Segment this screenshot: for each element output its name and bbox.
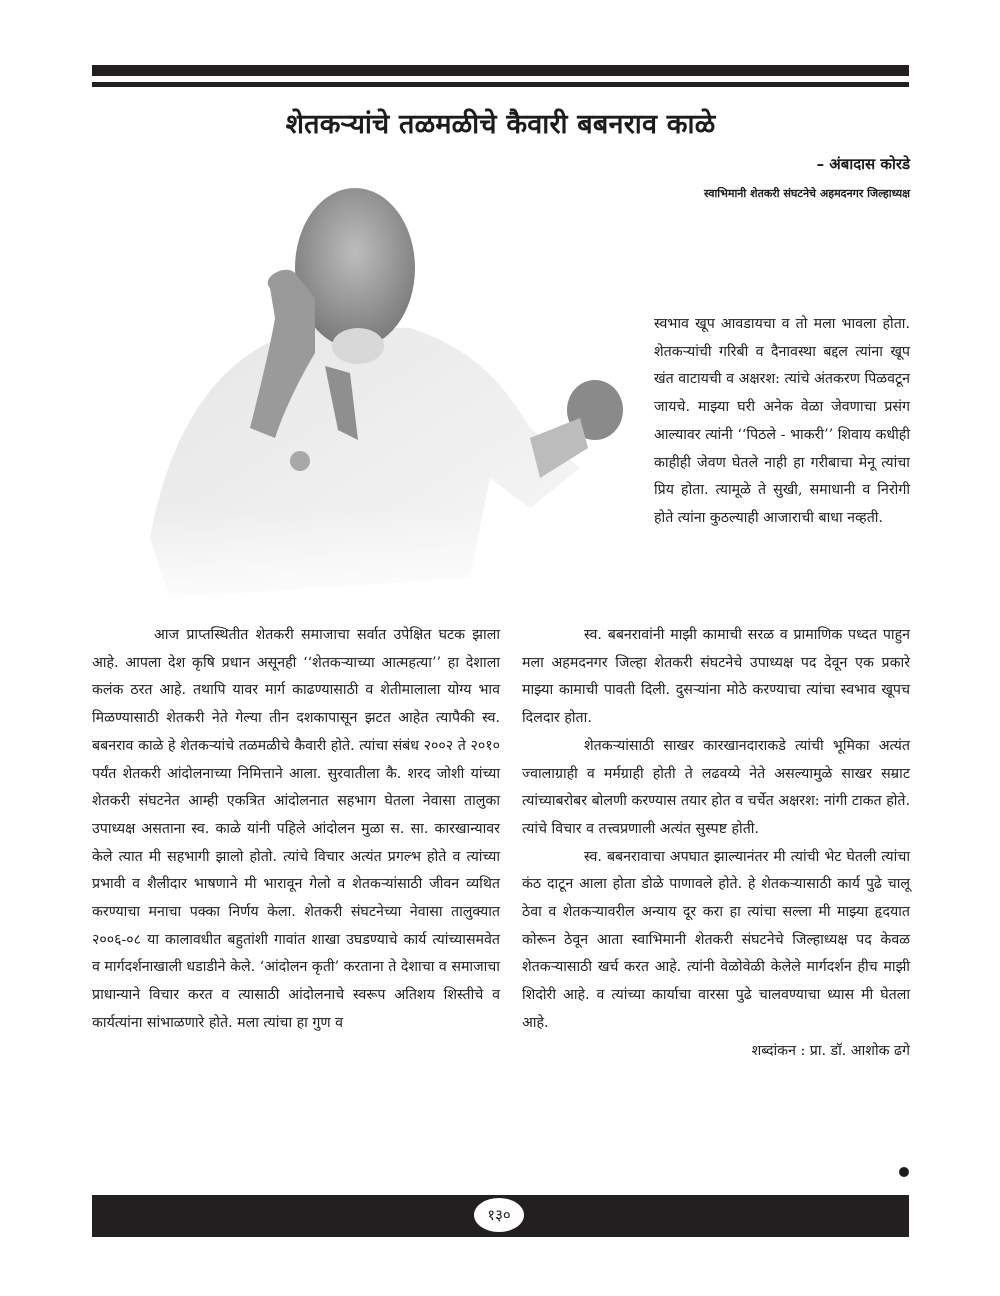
- portrait-photo: [110, 178, 650, 618]
- article-title: शेतकऱ्यांचे तळमळीचे कैवारी बबनराव काळे: [285, 109, 716, 140]
- left-column: [92, 622, 500, 1038]
- author-designation: स्वाभिमानी शेतकरी संघटनेचे अहमदनगर जिल्हाध्यक्ष: [704, 187, 910, 200]
- paragraph: स्व. बबनरावाचा अपघात झाल्यानंतर मी त्यांची भेट घेतली त्यांचा कंठ दाटून आला होता डोळे पाणावले होते. हे शेतकऱ्यासाठी कार्य पुढे चालू ठेवा व शेतकऱ्यावरील अन्याय दूर करा हा त्यांचा सल्ला मी माझ्या हृदयात कोरून ठेवून आता स्वाभिमानी शेतकरी संघटनेचे जिल्हाध्यक्ष पद केवळ शेतकऱ्यासाठी खर्च करत आहे. त्यांनी वेळोवेळी केलेले मार्गदर्शन हीच माझी शिदोरी आहे. व त्यांच्या कार्याचा वारसा पुढे चालवण्याचा ध्यास मी घेतला आहे.: [522, 848, 910, 1031]
- header-rule-thin: [92, 82, 909, 87]
- paragraph: आज प्राप्तस्थितीत शेतकरी समाजाचा सर्वात उपेक्षित घटक झाला आहे. आपला देश कृषि प्रधान असूनही ‘‘शेतकऱ्याच्या आत्महत्या’’ हा देशाला कलंक ठरत आहे. तथापि यावर मार्ग काढण्यासाठी व शेतीमालाला योग्य भाव मिळण्यासाठी शेतकरी नेते गेल्या तीन दशकापासून झटत आहेत त्यापैकी स्व. बबनराव काळे हे शेतकऱ्यांचे तळमळीचे कैवारी होते. त्यांचा संबंध २००२ ते २०१० पर्यंत शेतकरी आंदोलनाच्या निमित्ताने आला. सुरवातीला कै. शरद जोशी यांच्या शेतकरी संघटनेत आम्ही एकत्रित आंदोलनात सहभाग घेतला नेवासा तालुका उपाध्यक्ष असताना स्व. काळे यांनी पहिले आंदोलन मुळा स. सा. कारखान्यावर केले त्यात मी सहभागी झालो होतो. त्यांचे विचार अत्यंत प्रगल्भ होते व त्यांच्या प्रभावी व शैलीदार भाषणाने मी भारावून गेलो व शेतकऱ्यांसाठी जीवन व्यथित करण्याचा मनाचा पक्का निर्णय केला. शेतकरी संघटनेच्या नेवासा तालुक्यात २००६-०८ या कालावधीत बहुतांशी गावांत शाखा उघडण्याचे कार्य त्यांच्यासमवेत व मार्गदर्शनाखाली धडाडीने केले. ‘आंदोलन कृती’ करताना ते देशाचा व समाजाचा प्राधान्याने विचार करत व त्यासाठी आंदोलनाचे स्वरूप अतिशय शिस्तीचे व कार्यत्यांना सांभाळणारे होते. मला त्यांचा हा गुण व: [92, 627, 500, 1031]
- right-top-column: [654, 311, 910, 533]
- page-number: १३०: [474, 1198, 524, 1232]
- transcription-credit: शब्दांकन : प्रा. डॉ. आशोक ढगे: [751, 1042, 910, 1059]
- author-name: – अंबादास कोरडे: [816, 155, 910, 173]
- end-bullet-icon: [899, 1167, 909, 1177]
- paragraph: स्वभाव खूप आवडायचा व तो मला भावला होता. शेतकऱ्यांची गरिबी व दैनावस्था बद्दल त्यांना खूप खंत वाटायची व अक्षरश: त्यांचे अंतकरण पिळवटून जायचे. माझ्या घरी अनेक वेळा जेवणाचा प्रसंग आल्यावर त्यांनी ‘‘पिठले - भाकरी’’ शिवाय कधीही काहीही जेवण घेतले नाही हा गरीबाचा मेनू त्यांचा प्रिय होता. त्यामूळे ते सुखी, समाधानी व निरोगी होते त्यांना कुठल्याही आजाराची बाधा नव्हती.: [654, 316, 910, 526]
- header-rule-thick: [92, 65, 909, 76]
- right-column: [522, 622, 910, 1065]
- paragraph: स्व. बबनरावांनी माझी कामाची सरळ व प्रामाणिक पध्दत पाहुन मला अहमदनगर जिल्हा शेतकरी संघटनेचे उपाध्यक्ष पद देवून एक प्रकारे माझ्या कामाची पावती दिली. दुसऱ्यांना मोठे करण्याचा त्यांचा स्वभाव खूपच दिलदार होता.: [522, 627, 910, 727]
- paragraph: शेतकऱ्यांसाठी साखर कारखानदाराकडे त्यांची भूमिका अत्यंत ज्वालाग्राही व मर्मग्राही होती ते लढवय्ये नेते असल्यामुळे साखर सम्राट त्यांच्याबरोबर बोलणी करण्यास तयार होत व चर्चेत अक्षरश: नांगी टाकत होते. त्यांचे विचार व तत्त्वप्रणाली अत्यंत सुस्पष्ट होती.: [522, 737, 910, 837]
